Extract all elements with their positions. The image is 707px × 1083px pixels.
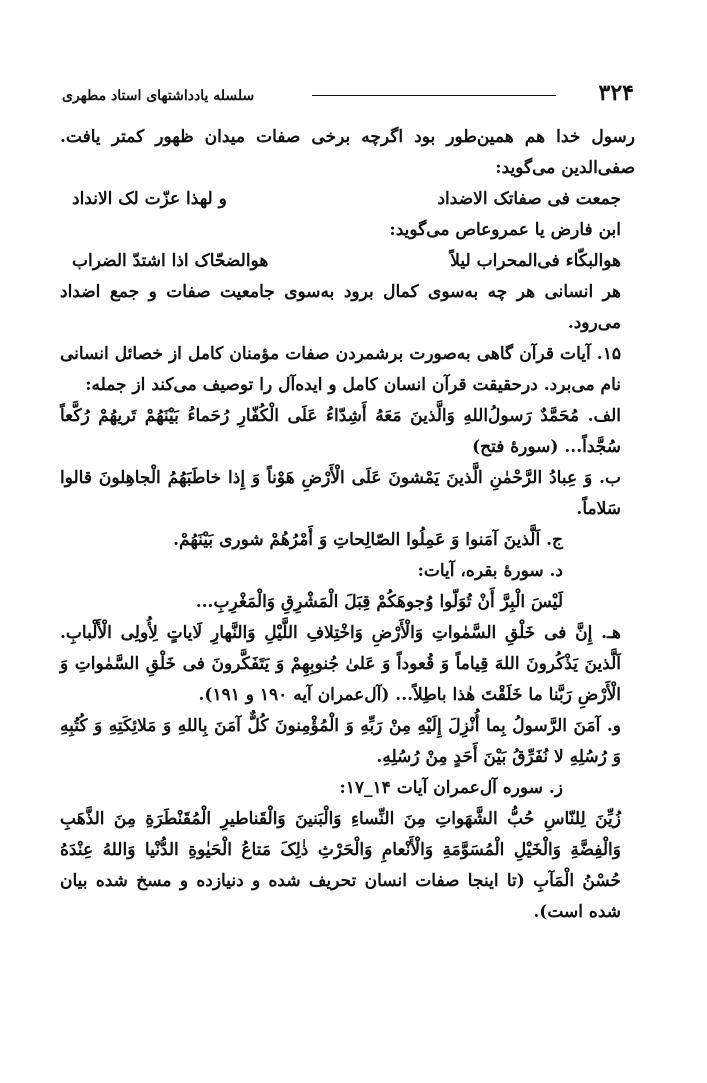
- paragraph: ۱۵. آیات قرآن گاهی به‌صورت برشمردن صفات مؤمنان کامل از خصائل انسانی نام می‌برد. درحقیقت قرآن انسان کامل و ایده‌آل را توصیف می‌کند از جمله:: [60, 344, 621, 395]
- paragraph: رسول خدا هم همین‌طور بود اگرچه برخی صفات میدان ظهور کمتر یافت. صفی‌الدین می‌گوید:: [60, 127, 635, 178]
- poem-verse: [60, 184, 635, 215]
- header-rule: [312, 95, 556, 96]
- item-ze: ز. سوره آل‌عمران آیات ۱۴_۱۷:: [339, 778, 563, 798]
- item-ze-ayah: زُیِّنَ لِلنّاسِ حُبُّ الشَّهَواتِ مِنَ النِّساءِ وَالْبَنینَ وَالْقَناطیرِ الْمُقَنْطَرَةِ مِنَ الذَّهَبِ وَالْفِضَّةِ وَالْخَیْلِ الْمُسَوَّمَةِ وَالْأَنْعامِ وَالْحَرْثِ ذٰلِکَ مَتاعُ الْحَیٰوةِ الدُّنْیا وَاللهُ عِنْدَهُ حُسْنُ الْمَآبِ (تا اینجا صفات انسان تحریف شده و دنیازده و مسخ شده بیان شده است).: [60, 809, 621, 922]
- item-alef: الف. مُحَمَّدٌ رَسولُ‌اللهِ وَالَّذینَ مَعَهُ أَشِدّاءُ عَلَی الْکُفّارِ رُحَماءُ بَیْنَهُمْ تَریهُمْ رُکَّعاً سُجَّداً... (سورهٔ فتح): [60, 406, 621, 457]
- hemistich-right: هوالبکّاء فی‌المحراب لیلاً: [450, 251, 621, 271]
- item-vav: و. آمَنَ الرَّسولُ بِما أُنْزِلَ إِلَیْهِ مِنْ رَبِّهِ وَ الْمُؤْمِنونَ کُلٌّ آمَنَ بِاللهِ وَ مَلائِکَتِهِ وَ کُتُبِهِ وَ رُسُلِهِ لا نُفَرِّقُ بَیْنَ أَحَدٍ مِنْ رُسُلِهِ.: [60, 716, 621, 767]
- page-body: [60, 122, 635, 928]
- item-be: ب. وَ عِبادُ الرَّحْمٰنِ الَّذینَ یَمْشونَ عَلَی الْأَرْضِ هَوْناً وَ إِذا خاطَبَهُمُ الْجاهِلونَ قالوا سَلاماً.: [60, 468, 621, 519]
- paragraph: ابن فارض یا عمروعاص می‌گوید:: [389, 220, 621, 240]
- item-dal: د. سورهٔ بقره، آیات:: [417, 561, 563, 581]
- item-jim: ج. اَلَّذینَ آمَنوا وَ عَمِلُوا الصّالِحاتِ وَ أَمْرُهُمْ شوری بَیْنَهُمْ.: [173, 530, 563, 550]
- hemistich-left: و لهذا عزّت لک الانداد: [72, 189, 227, 209]
- page-header: [62, 80, 634, 110]
- series-title: سلسله یادداشتهای استاد مطهری: [62, 88, 255, 104]
- hemistich-right: جمعت فی صفاتک الاضداد: [437, 189, 621, 209]
- item-he: هـ. إِنَّ فی خَلْقِ السَّمٰواتِ وَالْأَرْضِ وَاخْتِلافِ اللَّیْلِ وَالنَّهارِ لَایاتٍ لِأُولِی الْأَلْبابِ. اَلَّذینَ یَذْکُرونَ اللهَ قِیاماً وَ قُعوداً وَ عَلیٰ جُنوبِهِمْ وَ یَتَفَکَّرونَ فی خَلْقِ السَّمٰواتِ وَ الْأَرْضِ رَبَّنا ما خَلَقْتَ هٰذا باطِلاً... (آل‌عمران آیه ۱۹۰ و ۱۹۱).: [60, 623, 621, 705]
- page-number: ۳۲۴: [598, 80, 634, 106]
- paragraph: هر انسانی هر چه به‌سوی کمال برود به‌سوی جامعیت صفات و جمع اضداد می‌رود.: [60, 282, 621, 333]
- item-dal-ayah: لَیْسَ الْبِرَّ أَنْ تُوَلّوا وُجوهَکُمْ قِبَلَ الْمَشْرِقِ وَالْمَغْرِبِ...: [195, 592, 563, 612]
- poem-verse: [60, 246, 635, 277]
- hemistich-left: هوالضحّاک اذا اشتدّ الضراب: [72, 251, 269, 271]
